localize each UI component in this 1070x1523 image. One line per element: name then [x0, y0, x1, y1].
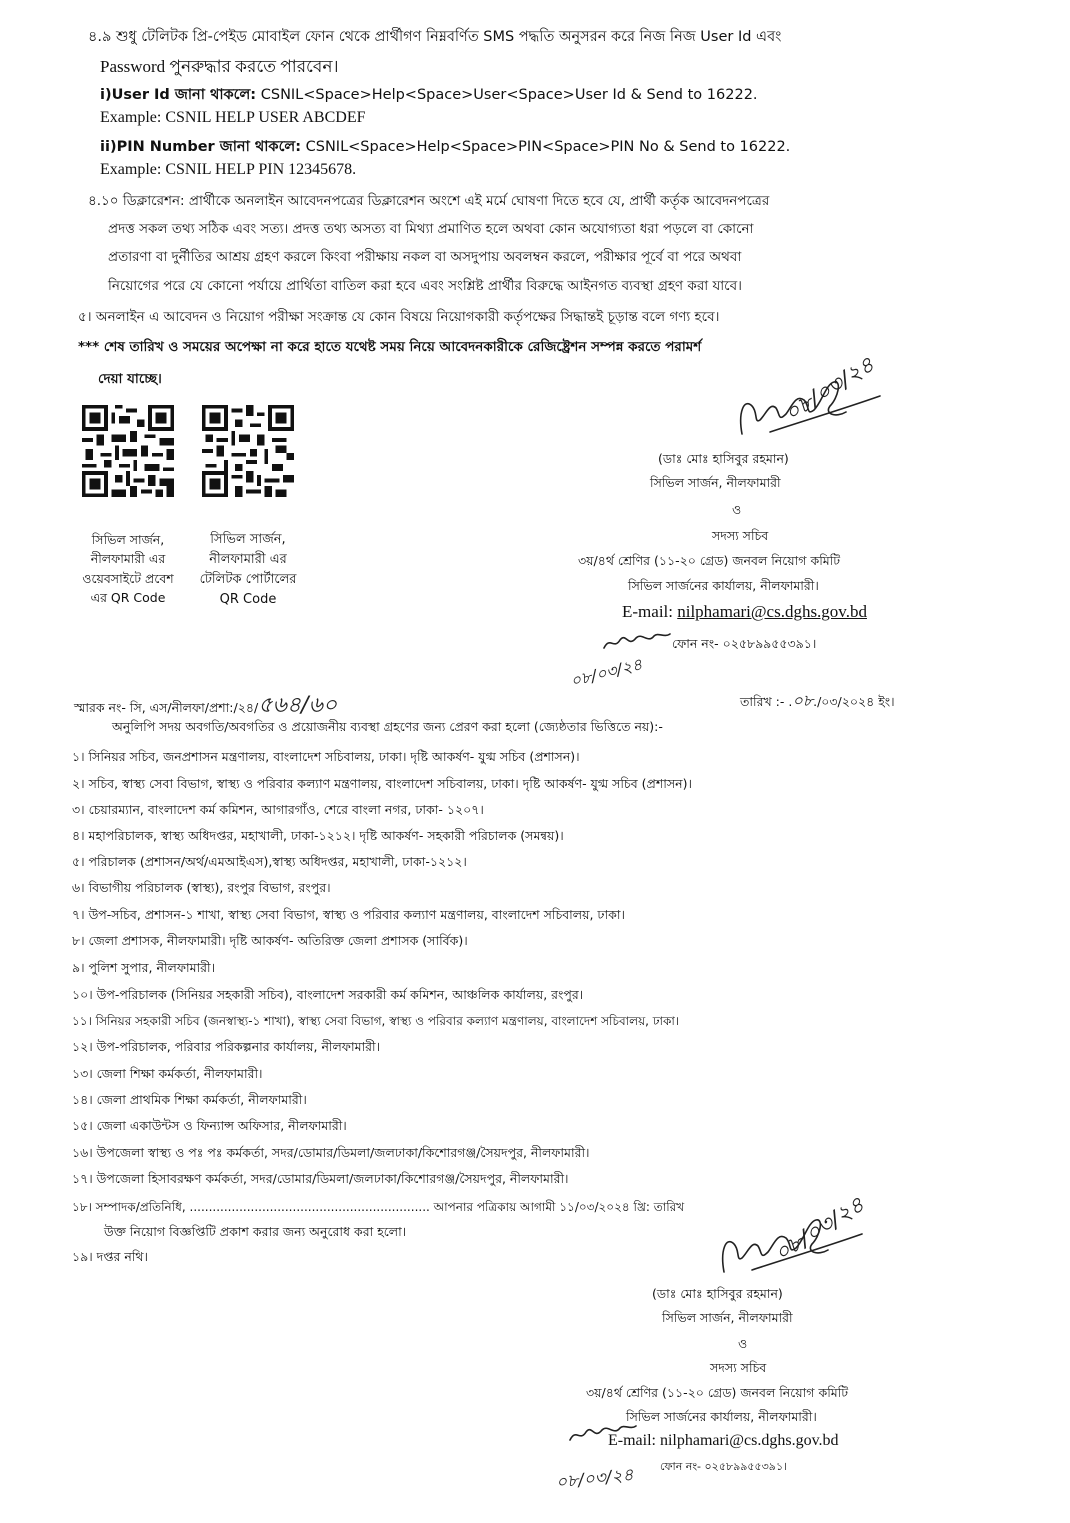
copy-item-6: ৬। বিভাগীয় পরিচালক (স্বাস্থ্য), রংপুর বিভাগ, রংপুর। — [72, 880, 331, 895]
copy-item-8: ৮। জেলা প্রশাসক, নীলফামারী। দৃষ্টি আকর্ষণ- অতিরিক্ত জেলা প্রশাসক (সার্বিক)। — [72, 933, 468, 948]
signature-2-name: (ডাঃ মোঃ হাসিবুর রহমান) — [652, 1286, 783, 1301]
signature-2-initial — [566, 1420, 646, 1450]
copy-item-19: ১৯। দপ্তর নথি। — [72, 1249, 148, 1264]
copy-item-10: ১০। উপ-পরিচালক (সিনিয়র সহকারী সচিব), বাংলাদেশ সরকারী কর্ম কমিশন, আঞ্চলিক কার্যালয়, রংপুর। — [72, 987, 584, 1002]
signature-1-initial — [600, 628, 680, 658]
signature-1-email-label: E-mail: — [622, 602, 678, 621]
signature-2-and: ও — [738, 1336, 748, 1351]
declaration-line2: প্রদত্ত সকল তথ্য সঠিক এবং সত্য। প্রদত্ত তথ্য অসত্য বা মিথ্যা প্রমাণিত হলে অথবা কোন অযোগ্যতা ধরা পড়লে বা কোনো — [108, 221, 754, 237]
sms-user-id-example: Example: CSNIL HELP USER ABCDEF — [100, 109, 366, 126]
signature-1-title: সিভিল সার্জন, নীলফামারী — [650, 475, 781, 490]
signature-1-name: (ডাঃ মোঃ হাসিবুর রহমান) — [658, 451, 789, 466]
copy-item-12: ১২। উপ-পরিচালক, পরিবার পরিকল্পনার কার্যালয়, নীলফামারী। — [72, 1039, 381, 1054]
memo-ref-handwritten: ৫৬৪/৬০ — [258, 693, 338, 718]
copy-item-3: ৩। চেয়ারম্যান, বাংলাদেশ কর্ম কমিশন, আগারগাঁও, শেরে বাংলা নগর, ঢাকা- ১২০৭। — [72, 802, 484, 817]
signature-1-and: ও — [732, 502, 742, 517]
signature-2-date: ০৮/০৩/২৪ — [770, 1192, 870, 1267]
website-qr-caption: সিভিল সার্জন, নীলফামারী এর ওয়েবসাইটে প্রবেশ এর QR Code — [82, 532, 174, 606]
signature-2-phone: ফোন নং- ০২৫৮৯৯৫৫৩৯১। — [660, 1460, 788, 1473]
signature-1-email-row — [622, 602, 867, 622]
instruction-5: ৫। অনলাইন এ আবেদন ও নিয়োগ পরীক্ষা সংক্রান্ত যে কোন বিষয়ে নিয়োগকারী কর্তৃপক্ষের সিদ্ধান্তই চূড়ান্ত বলে গণ্য হবে। — [78, 309, 720, 325]
signature-1-email-link[interactable]: nilphamari@cs.dghs.gov.bd — [677, 602, 867, 621]
sms-pin-example: Example: CSNIL HELP PIN 12345678. — [100, 161, 357, 178]
copy-item-16: ১৬। উপজেলা স্বাস্থ্য ও পঃ পঃ কর্মকর্তা, সদর/ডোমার/ডিমলা/জলঢাকা/কিশোরগঞ্জ/সৈয়দপুর, নীলফামারী। — [72, 1145, 590, 1160]
note-line2: দেয়া যাচ্ছে। — [98, 371, 162, 387]
copy-item-9: ৯। পুলিশ সুপার, নীলফামারী। — [72, 960, 216, 975]
signature-2-title: সিভিল সার্জন, নীলফামারী — [662, 1310, 793, 1325]
sms-user-id-row — [100, 84, 758, 108]
signature-1-office: সিভিল সার্জনের কার্যালয়, নীলফামারী। — [628, 578, 819, 593]
teletalk-qr-caption: সিভিল সার্জন, নীলফামারী এর টেলিটক পোর্টালের QR Code — [199, 532, 297, 608]
signature-1-initial-date: ০৮/০৩/২৪ — [568, 654, 645, 691]
website-qr-code — [82, 405, 174, 497]
copy-item-5: ৫। পরিচালক (প্রশাসন/অর্থ/এমআইএস),স্বাস্থ্য অধিদপ্তর, মহাখালী, ঢাকা-১২১২। — [72, 854, 467, 869]
sms-user-id-label: i)User Id জানা থাকলে: — [100, 87, 257, 103]
instruction-4-9-line2: Password পুনরুদ্ধার করতে পারবেন। — [100, 57, 339, 76]
copy-item-11: ১১। সিনিয়র সহকারী সচিব (জনস্বাস্থ্য-১ শাখা), স্বাস্থ্য সেবা বিভাগ, স্বাস্থ্য ও পরিবার কল্যাণ মন্ত্রণালয়, বাংলাদেশ সচিবালয়, ঢাকা। — [72, 1014, 680, 1028]
copy-item-4: ৪। মহাপরিচালক, স্বাস্থ্য অধিদপ্তর, মহাখালী, ঢাকা-১২১২। দৃষ্টি আকর্ষণ- সহকারী পরিচালক (সমন্বয়)। — [72, 828, 564, 843]
copy-intro: অনুলিপি সদয় অবগতি/অবগতির ও প্রয়োজনীয় ব্যবস্থা গ্রহণের জন্য প্রেরণ করা হলো (জ্যেষ্ঠতার ভিত্তিতে নয়):- — [112, 719, 663, 734]
copy-item-15: ১৫। জেলা একাউন্টস ও ফিন্যান্স অফিসার, নীলফামারী। — [72, 1118, 347, 1133]
copy-item-18-line1: ১৮। সম্পাদক/প্রতিনিধি, ............................................................... আপনার পত্রিকায় আগামী ১১/০৩/২০২৪ খ্রি: তারিখ — [72, 1200, 685, 1214]
copy-item-17: ১৭। উপজেলা হিসাবরক্ষণ কর্মকর্তা, সদর/ডোমার/ডিমলা/জলঢাকা/কিশোরগঞ্জ/সৈয়দপুর, নীলফামারী। — [72, 1171, 569, 1186]
signature-2-member-secretary: সদস্য সচিব — [710, 1360, 767, 1375]
note-line1: *** শেষ তারিখ ও সময়ের অপেক্ষা না করে হাতে যথেষ্ট সময় নিয়ে আবেদনকারীকে রেজিষ্ট্রেশন সম্পন্ন করতে পরামর্শ — [78, 339, 702, 355]
teletalk-qr-code — [202, 405, 294, 497]
signature-2-initial-date: ০৮/০৩/২৪ — [555, 1464, 635, 1494]
copy-item-13: ১৩। জেলা শিক্ষা কর্মকর্তা, নীলফামারী। — [72, 1066, 263, 1081]
memo-ref-number: স্মারক নং- সি, এস/নীলফা/প্রশা:/২৪/ — [74, 700, 259, 715]
copy-item-14: ১৪। জেলা প্রাথমিক শিক্ষা কর্মকর্তা, নীলফামারী। — [72, 1092, 307, 1107]
sms-pin-label: ii)PIN Number জানা থাকলে: — [100, 139, 302, 155]
signature-1-phone: ফোন নং- ০২৫৮৯৯৫৫৩৯১। — [672, 636, 817, 651]
copy-item-18-line2: উক্ত নিয়োগ বিজ্ঞপ্তিটি প্রকাশ করার জন্য অনুরোধ করা হলো। — [104, 1224, 407, 1239]
memo-date-rest: ./০৩/২০২৪ ইং। — [813, 694, 895, 709]
memo-date — [740, 688, 895, 715]
declaration-line4: নিয়োগের পরে যে কোনো পর্যায়ে প্রার্থিতা বাতিল করা হবে এবং সংশ্লিষ্ট প্রার্থীর বিরুদ্ধে আইনগত ব্যবস্থা গ্রহণ করা যাবে। — [108, 278, 742, 294]
instruction-4-9-line1: ৪.৯ শুধু টেলিটক প্রি-পেইড মোবাইল ফোন থেকে প্রার্থীগণ নিম্নবর্ণিত SMS পদ্ধতি অনুসরন করে নিজ নিজ User Id এবং — [88, 29, 782, 45]
declaration-line3: প্রতারণা বা দুর্নীতির আশ্রয় গ্রহণ করলে কিংবা পরীক্ষায় নকল বা অসদুপায় অবলম্বন করলে, পরীক্ষার পূর্বে বা পরে অথবা — [108, 249, 742, 265]
declaration-line1: ৪.১০ ডিক্লারেশন: প্রার্থীকে অনলাইন আবেদনপত্রের ডিক্লারেশন অংশে এই মর্মে ঘোষণা দিতে হবে যে, প্রার্থী কর্তৃক আবেদনপত্রের — [88, 193, 770, 209]
signature-1-date: ০৮/০৩/২৪ — [780, 352, 880, 427]
copy-item-1: ১। সিনিয়র সচিব, জনপ্রশাসন মন্ত্রণালয়, বাংলাদেশ সচিবালয়, ঢাকা। দৃষ্টি আকর্ষণ- যুগ্ম সচিব (প্রশাসন)। — [72, 749, 580, 764]
sms-pin-command: CSNIL<Space>Help<Space>PIN<Space>PIN No & Send to 16222. — [305, 139, 791, 155]
signature-1-member-secretary: সদস্য সচিব — [712, 528, 769, 543]
signature-2-office: সিভিল সার্জনের কার্যালয়, নীলফামারী। — [626, 1409, 817, 1424]
memo-date-prefix: তারিখ :- . — [740, 694, 793, 709]
signature-1-committee: ৩য়/৪র্থ শ্রেণির (১১-২০ গ্রেড) জনবল নিয়োগ কমিটি — [578, 553, 841, 568]
signature-2-email: E-mail: nilphamari@cs.dghs.gov.bd — [608, 1432, 839, 1449]
copy-item-2: ২। সচিব, স্বাস্থ্য সেবা বিভাগ, স্বাস্থ্য ও পরিবার কল্যাণ মন্ত্রণালয়, বাংলাদেশ সচিবালয়, ঢাকা। দৃষ্টি আকর্ষণ- যুগ্ম সচিব (প্রশাসন)। — [72, 776, 692, 791]
signature-2-committee: ৩য়/৪র্থ শ্রেণির (১১-২০ গ্রেড) জনবল নিয়োগ কমিটি — [586, 1385, 849, 1400]
memo-date-handwritten: ০৮ — [792, 691, 814, 710]
sms-pin-row — [100, 136, 790, 160]
sms-user-id-command: CSNIL<Space>Help<Space>User<Space>User Id & Send to 16222. — [260, 87, 758, 103]
copy-item-7: ৭। উপ-সচিব, প্রশাসন-১ শাখা, স্বাস্থ্য সেবা বিভাগ, স্বাস্থ্য ও পরিবার কল্যাণ মন্ত্রণালয়, বাংলাদেশ সচিবালয়, ঢাকা। — [72, 907, 625, 922]
